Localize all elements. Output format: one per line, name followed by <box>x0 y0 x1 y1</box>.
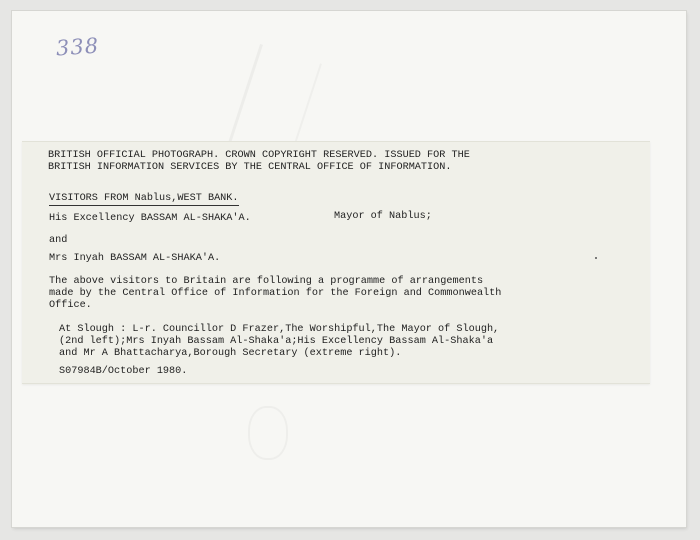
visitors-heading-text: VISITORS FROM Nablus,WEST BANK. <box>49 193 239 204</box>
header-line-2: BRITISH INFORMATION SERVICES BY THE CENTRAL OFFICE OF INFORMATION. <box>48 162 452 173</box>
conjunction-and: and <box>49 235 68 246</box>
visitor2-name: Mrs Inyah BASSAM AL-SHAKA'A. <box>49 253 221 264</box>
header-line-1: BRITISH OFFICIAL PHOTOGRAPH. CROWN COPYRIGHT RESERVED. ISSUED FOR THE <box>48 150 470 161</box>
handwritten-number: 338 <box>55 33 100 61</box>
visitor1-name: His Excellency BASSAM AL-SHAKA'A. <box>49 213 251 224</box>
slough-line-3: and Mr A Bhattacharya,Borough Secretary (extreme right). <box>59 348 402 359</box>
programme-line-3: Office. <box>49 300 92 311</box>
caption-label <box>22 141 650 384</box>
visitor1-title: Mayor of Nablus; <box>334 211 432 222</box>
speck <box>595 257 597 259</box>
reference-number: S07984B/October 1980. <box>59 366 188 377</box>
slough-line-2: (2nd left);Mrs Inyah Bassam Al-Shaka'a;His Excellency Bassam Al-Shaka'a <box>59 336 494 347</box>
programme-line-2: made by the Central Office of Information for the Foreign and Commonwealth <box>49 288 502 299</box>
slough-line-1: At Slough : L-r. Councillor D Frazer,The Worshipful,The Mayor of Slough, <box>59 324 500 335</box>
show-through-mark <box>248 406 288 460</box>
visitors-heading <box>49 193 239 205</box>
programme-line-1: The above visitors to Britain are following a programme of arrangements <box>49 276 484 287</box>
